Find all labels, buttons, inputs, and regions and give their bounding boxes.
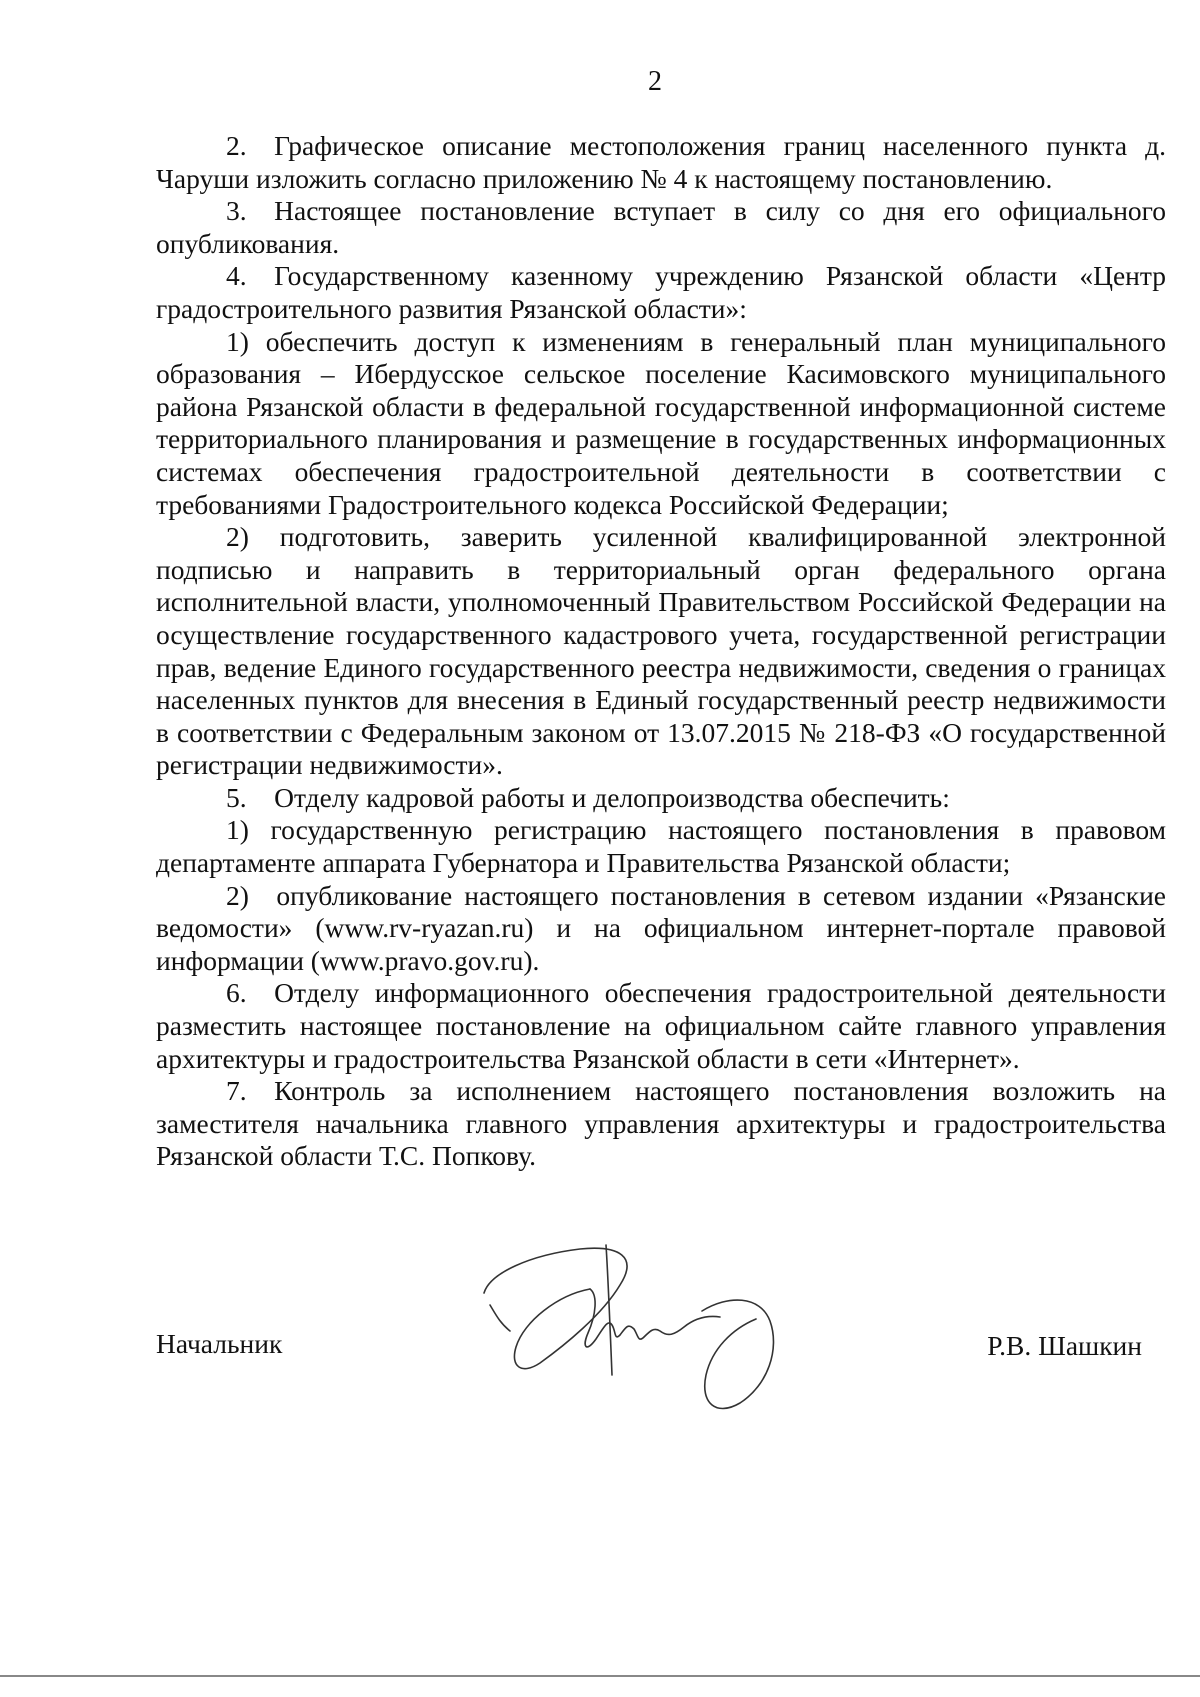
signatory-name: Р.В. Шашкин: [987, 1330, 1142, 1361]
paragraph-5-item-1: 1) государственную регистрацию настоящего постановления в правовом департаменте аппарата Губернатора и Правительства Рязанской области;: [156, 814, 1166, 879]
paragraph-3: 3. Настоящее постановление вступает в силу со дня его официального опубликования.: [156, 195, 1166, 259]
paragraph-6: 6. Отделу информационного обеспечения градостроительной деятельности разместить настоящее постановление на официальном сайте главного управления архитектуры и градостроительства Рязанской области в сети «Интернет».: [156, 977, 1166, 1074]
paragraph-5: 5. Отделу кадровой работы и делопроизводства обеспечить:: [226, 781, 950, 813]
bottom-divider: [0, 1675, 1200, 1677]
paragraph-5-item-2: 2) опубликование настоящего постановления в сетевом издании «Рязанские ведомости» (www.rv-ryazan.ru) и на официальном интернет-портале правовой информации (www.pravo.gov.ru).: [156, 879, 1166, 976]
document-body: [156, 130, 1166, 1173]
paragraph-4-item-1: 1) обеспечить доступ к изменениям в генеральный план муниципального образования – Ибердусское сельское поселение Касимовского муниципального района Рязанской области в федеральной государственной информационной системе территориального планирования и размещение в государственных информационных системах обеспечения градостроительной деятельности в соответствии с требованиями Градостроительного кодекса Российской Федерации;: [156, 325, 1166, 520]
handwritten-signature: [470, 1235, 800, 1425]
paragraph-4-item-2: 2) подготовить, заверить усиленной квалифицированной электронной подписью и направить в территориальный орган федерального органа исполнительной власти, уполномоченный Правительством Российской Федерации на осуществление государственного кадастрового учета, государственной регистрации прав, ведение Единого государственного реестра недвижимости, сведения о границах населенных пунктов для внесения в Единый государственный реестр недвижимости в соответствии с Федеральным законом от 13.07.2015 № 218-ФЗ «О государственной регистрации недвижимости».: [156, 521, 1166, 781]
paragraph-7: 7. Контроль за исполнением настоящего постановления возложить на заместителя начальника главного управления архитектуры и градостроительства Рязанской области Т.С. Попкову.: [156, 1075, 1166, 1172]
paragraph-4: 4. Государственному казенному учреждению Рязанской области «Центр градостроительного развития Рязанской области»:: [156, 260, 1166, 324]
paragraph-2: 2. Графическое описание местоположения границ населенного пункта д. Чаруши изложить согласно приложению № 4 к настоящему постановлению.: [156, 130, 1166, 194]
page-number: 2: [648, 66, 662, 97]
signatory-title: Начальник: [156, 1328, 283, 1359]
